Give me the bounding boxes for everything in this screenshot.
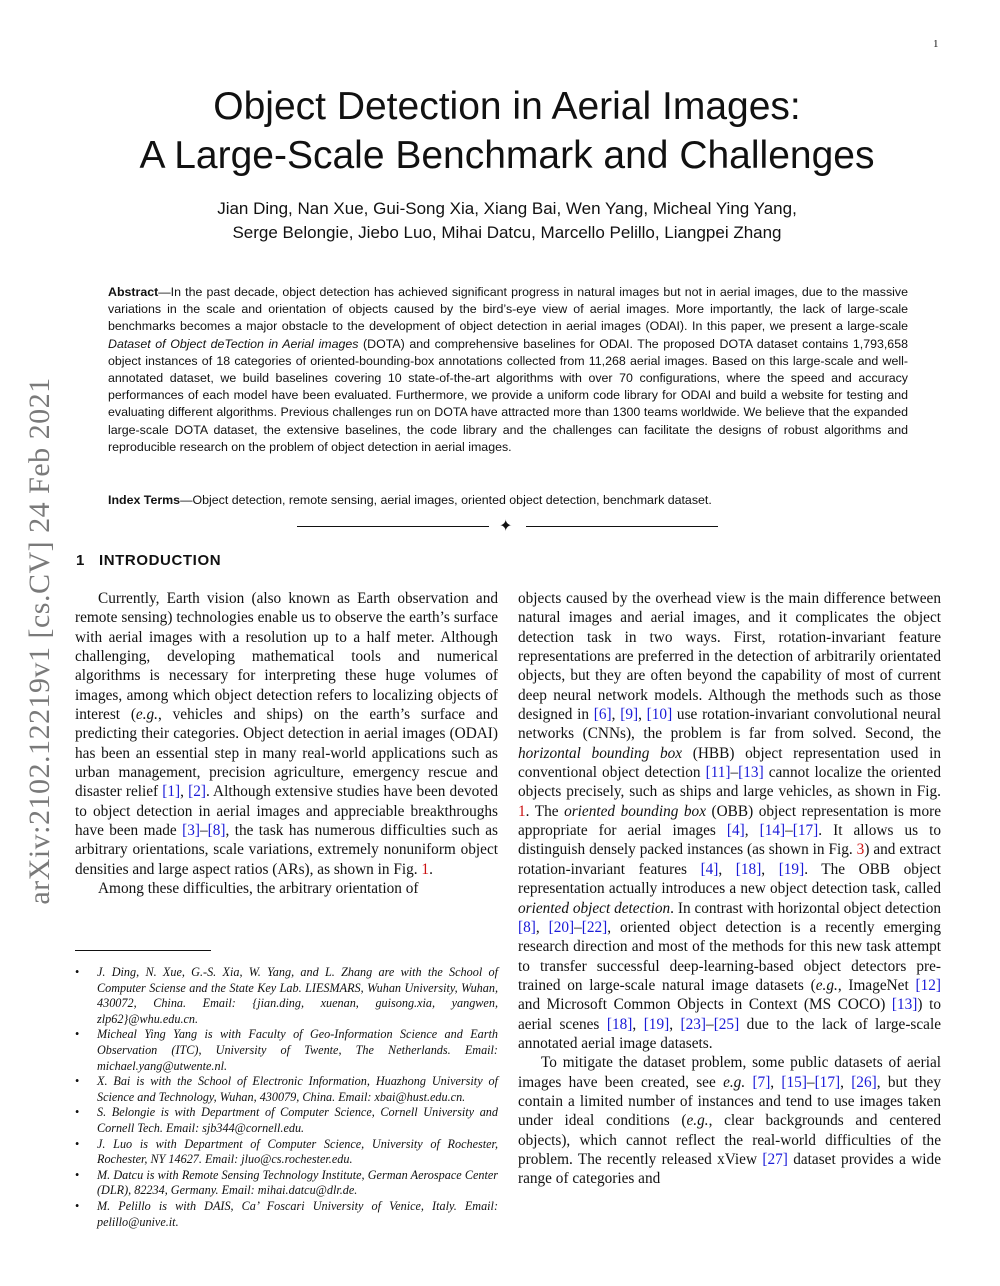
text-run: (HBB) object representation used in conventional object detection: [518, 744, 942, 782]
citation-link[interactable]: [18]: [606, 1015, 633, 1033]
intro-paragraph-2: Among these difficulties, the arbitrary orientation of: [98, 880, 419, 898]
citation-link[interactable]: [1]: [162, 783, 181, 801]
text-run: cannot localize the oriented objects precisely, such as ships and large vehicles, as shown in Fig.: [518, 764, 941, 801]
text-run: dataset provides a wide range of categories and: [518, 1150, 941, 1188]
footnote-text: Micheal Ying Yang is with Faculty of Geo-Information Science and Earth Observation (ITC), University of Twente, The Netherlands. Email: michael.yang@utwente.nl.: [97, 1027, 498, 1073]
footnote-item: [75, 1105, 498, 1136]
intro-paragraph-1: [75, 589, 498, 879]
text-run: use rotation-invariant convolutional neural networks (CNNs), the problem is far from solved. Second, the: [518, 706, 941, 743]
text-run: due to the lack of large-scale annotated aerial image datasets.: [518, 1015, 941, 1052]
citation-link[interactable]: [3]: [182, 822, 200, 840]
abstract: [108, 284, 908, 456]
text-run: , oriented object detection is a recently emerging research direction and most of the methods for this new task attempt to transfer successful deep-learning-based object detectors pre-trained on large-scale natural image datasets (: [518, 918, 941, 994]
bullet-icon: •: [75, 1136, 80, 1151]
citation-link[interactable]: [20]: [548, 918, 575, 936]
citation-link[interactable]: [10]: [646, 706, 673, 724]
bullet-icon: •: [75, 1074, 80, 1089]
text-run-italic: e.g.: [815, 976, 838, 994]
figure-reference-link[interactable]: 1: [518, 802, 526, 820]
right-column: [518, 589, 941, 1189]
intro-paragraph-continued: objects caused by the overhead view is the main difference between natural images and aerial images, and it complicates the object detection task in two ways. First, rotation-invariant feature representations are preferred in the detection of arbitrarily orientated objects, but they are often beyond the capability of most of current deep neural network models. Although the methods such as those designed in [6], [9], [10] use rotation-invariant convolutional neural networks (CNNs), the problem is far from solved. Second, the horizontal bounding box (HBB) object representation used in conventional object detection [11]–[13] cannot localize the oriented objects precisely, such as ships and large vehicles, as shown in Fig. 1. The oriented bounding box (OBB) object representation is more appropriate for aerial images [4], [14]–[17]. It allows us to distinguish densely packed instances (as shown in Fig. 3) and extract rotation-invariant features [4], [18], [19]. The OBB object representation actually introduces a new object detection task, called oriented object detection. In contrast with horizontal object detection [8], [20]–[22], oriented object detection is a recently emerging research direction and most of the methods for this new task attempt to transfer successful deep-learning-based object detectors pre-trained on large-scale natural image datasets (e.g., ImageNet [12] and Microsoft Common Objects in Context (MS COCO) [13]) to aerial scenes [18], [19], [23]–[25] due to the lack of large-scale annotated aerial image datasets.: [518, 590, 942, 1052]
text-run: , vehicles and ships) on the earth’s surface and predicting their categories. Object detection in aerial images (ODAI) has been an essential step in many real-world applications such as urban management, precision agriculture, emergency rescue and disaster relief: [75, 706, 498, 801]
footnote-text: M. Datcu is with Remote Sensing Technology Institute, German Aerospace Center (DLR), 82234, Germany. Email: mihai.datcu@dlr.de.: [97, 1167, 498, 1198]
text-run: and Microsoft Common Objects in Context (MS COCO): [518, 996, 892, 1014]
text-run-italic: e.g.: [686, 1112, 709, 1130]
footnote-item: [75, 1199, 498, 1230]
footnote-item: [75, 1137, 498, 1168]
separator-rule-right: [526, 526, 718, 527]
citation-link[interactable]: [17]: [814, 1073, 841, 1091]
title-line-1: Object Detection in Aerial Images:: [213, 85, 801, 128]
footnote-text: S. Belongie is with Department of Computer Science, Cornell University and Cornell Tech. Email: sjb344@cornell.edu.: [97, 1105, 498, 1135]
text-run: . In contrast with horizontal object detection: [670, 899, 941, 917]
text-run-italic: horizontal bounding box: [518, 744, 683, 762]
citation-link[interactable]: [25]: [713, 1015, 740, 1033]
title-line-2: A Large-Scale Benchmark and Challenges: [139, 134, 875, 177]
citation-link[interactable]: [13]: [891, 996, 918, 1014]
abstract-label: Abstract: [108, 285, 159, 299]
citation-link[interactable]: [19]: [778, 860, 805, 878]
index-terms-text: —Object detection, remote sensing, aerial images, oriented object detection, benchmark dataset.: [180, 493, 712, 507]
bullet-icon: •: [75, 1167, 80, 1182]
text-run: . The OBB object representation actually introduces a new object detection task, called: [518, 860, 942, 898]
section-title: INTRODUCTION: [98, 552, 222, 569]
text-run-italic: e.g.: [723, 1073, 746, 1091]
author-list: [0, 197, 1000, 245]
intro-paragraph-3: To mitigate the dataset problem, some public datasets of aerial images have been created, see e.g. [7], [15]–[17], [26], but they contain a limited number of instances and tend to use images taken under ideal conditions (e.g., clear backgrounds and centered objects), which cannot reflect the real-world difficulties of the problem. The recently released xView [27] dataset provides a wide range of categories and: [518, 1054, 941, 1188]
text-run-italic: e.g.: [135, 706, 159, 724]
footnote-item: [75, 1168, 498, 1199]
footnote-item: [75, 1027, 498, 1074]
footnote-text: M. Pelillo is with DAIS, Ca’ Foscari University of Venice, Italy. Email: pelillo@unive.it.: [97, 1198, 498, 1229]
section-heading-introduction: [76, 552, 221, 569]
bullet-icon: •: [75, 1105, 80, 1120]
figure-reference-link[interactable]: 3: [856, 841, 865, 859]
citation-link[interactable]: [26]: [851, 1073, 877, 1091]
bullet-icon: •: [75, 1198, 80, 1213]
text-run: (OBB) object representation is more appropriate for aerial images: [518, 802, 941, 840]
text-run: . Although extensive studies have been devoted to object detection in aerial images and appreciable breakthroughs have been made: [75, 783, 498, 840]
text-run: –: [199, 822, 208, 840]
separator-diamond-icon: ✦: [499, 518, 513, 535]
citation-link[interactable]: [14]: [759, 822, 786, 840]
text-run-italic: oriented bounding box: [564, 802, 706, 820]
citation-link[interactable]: [4]: [726, 822, 745, 840]
text-run: ,: [180, 783, 189, 801]
citation-link[interactable]: [18]: [735, 860, 762, 878]
index-terms-label: Index Terms: [108, 493, 181, 507]
index-terms: [108, 492, 908, 509]
separator-rule-left: [297, 526, 489, 527]
arxiv-identifier[interactable]: arXiv:2102.12219v1 [cs.CV] 24 Feb 2021: [23, 377, 56, 905]
abstract-text-a: —In the past decade, object detection has achieved significant progress in natural images but not in aerial images, due to the massive variations in the scale and orientation of objects caused by the bird’s-eye view of aerial images. More importantly, the lack of large-scale benchmarks becomes a major obstacle to the development of object detection in aerial images (ODAI). In this paper, we present a large-scale: [108, 285, 908, 334]
text-run: . The: [525, 802, 565, 820]
citation-link[interactable]: [8]: [518, 918, 536, 936]
citation-link[interactable]: [8]: [207, 822, 226, 840]
text-run: .: [429, 860, 433, 878]
citation-link[interactable]: [17]: [792, 822, 819, 840]
text-run: objects caused by the overhead view is the main difference between natural images and aerial images, and it complicates the object detection task in two ways. First, rotation-invariant feature representations are preferred in the detection of arbitrarily orientated objects, but they are often beyond the capability of most of current deep neural network models. Although the methods such as those designed in: [518, 590, 941, 724]
text-run: . It allows us to distinguish densely packed instances (as shown in Fig.: [518, 822, 941, 859]
author-affiliation-footnotes: [75, 965, 498, 1230]
figure-reference-link[interactable]: 1: [421, 860, 430, 878]
text-run: ) and extract rotation-invariant features: [518, 841, 941, 878]
footnote-item: [75, 1074, 498, 1105]
footnote-text: X. Bai is with the School of Electronic Information, Huazhong University of Science and Technology, Wuhan, 430079, China. Email: xbai@hust.edu.cn.: [97, 1074, 498, 1104]
citation-link[interactable]: [7]: [752, 1073, 771, 1091]
left-column: [75, 589, 498, 899]
citation-link[interactable]: [6]: [593, 706, 612, 724]
section-number: 1: [76, 552, 85, 569]
citation-link[interactable]: [23]: [680, 1015, 707, 1033]
paper-title: [0, 82, 1000, 180]
citation-link[interactable]: [27]: [762, 1150, 788, 1168]
citation-link[interactable]: [12]: [915, 976, 941, 994]
text-run: To mitigate the dataset problem, some public datasets of aerial images have been created, see: [518, 1054, 941, 1091]
bullet-icon: •: [75, 965, 80, 979]
abstract-dataset-name: Dataset of Object deTection in Aerial images: [108, 336, 359, 351]
text-run: ) to aerial scenes: [518, 996, 941, 1033]
citation-link[interactable]: [2]: [188, 783, 206, 801]
bullet-icon: •: [75, 1027, 80, 1042]
text-run: , ImageNet: [837, 976, 916, 994]
authors-line-1: Jian Ding, Nan Xue, Gui-Song Xia, Xiang Bai, Wen Yang, Micheal Ying Yang,: [217, 199, 797, 218]
text-run: , but they contain a limited number of instances and tend to use images taken under ideal conditions (: [518, 1073, 941, 1130]
text-run: Currently, Earth vision (also known as Earth observation and remote sensing) technologies enable us to observe the earth’s surface with aerial images with a resolution up to a half meter. Although challenging, developing mathematical tools and numerical algorithms is necessary for interpreting these huge volumes of images, among which object detection refers to localizing objects of interest (: [75, 590, 498, 724]
citation-link[interactable]: [9]: [620, 706, 639, 724]
footnote-text: J. Luo is with Department of Computer Science, University of Rochester, Rochester, NY 14627. Email: jluo@cs.rochester.edu.: [97, 1136, 498, 1167]
citation-link[interactable]: [22]: [581, 918, 608, 936]
citation-link[interactable]: [13]: [738, 764, 764, 782]
footnote-item: [75, 965, 498, 1027]
text-run: , clear backgrounds and centered objects), which cannot reflect the real-world difficulties of the problem. The recently released xView: [518, 1112, 941, 1168]
citation-link[interactable]: [19]: [643, 1015, 670, 1033]
authors-line-2: Serge Belongie, Jiebo Luo, Mihai Datcu, Marcello Pelillo, Liangpei Zhang: [232, 223, 782, 242]
abstract-text-b: (DOTA) and comprehensive baselines for ODAI. The proposed DOTA dataset contains 1,793,658 object instances of 18 categories of oriented-bounding-box annotations collected from 11,268 aerial images. Based on this large-scale and well-annotated dataset, we build baselines covering 10 state-of-the-art algorithms with over 70 configurations, where the speed and accuracy performances of each model have been evaluated. Furthermore, we provide a uniform code library for ODAI and build a website for testing and evaluating different algorithms. Previous challenges run on DOTA have attracted more than 1300 teams worldwide. We believe that the expanded large-scale DOTA dataset, the extensive baselines, the code library and the challenges can facilitate the designs of robust algorithms and reproducible research on the problem of object detection in aerial images.: [108, 336, 908, 454]
text-run: , the task has numerous difficulties such as arbitrary orientations, scale variations, extremely nonuniform object densities and large aspect ratios (ARs), as shown in Fig.: [75, 822, 498, 878]
citation-link[interactable]: [4]: [700, 860, 719, 878]
footnote-rule: [75, 950, 211, 951]
text-run-italic: oriented object detection: [518, 899, 671, 917]
page-number: 1: [933, 38, 939, 50]
section-separator: [297, 517, 718, 537]
footnote-text: J. Ding, N. Xue, G.-S. Xia, W. Yang, and L. Zhang are with the School of Computer Sciense and the State Key Lab. LIESMARS, Wuhan University, Wuhan, 430072, China. Email: {jian.ding, xuenan, guisong.xia, yangwen, zlp62}@whu.edu.cn.: [97, 965, 498, 1026]
citation-link[interactable]: [11]: [705, 764, 731, 782]
citation-link[interactable]: [15]: [781, 1073, 807, 1091]
